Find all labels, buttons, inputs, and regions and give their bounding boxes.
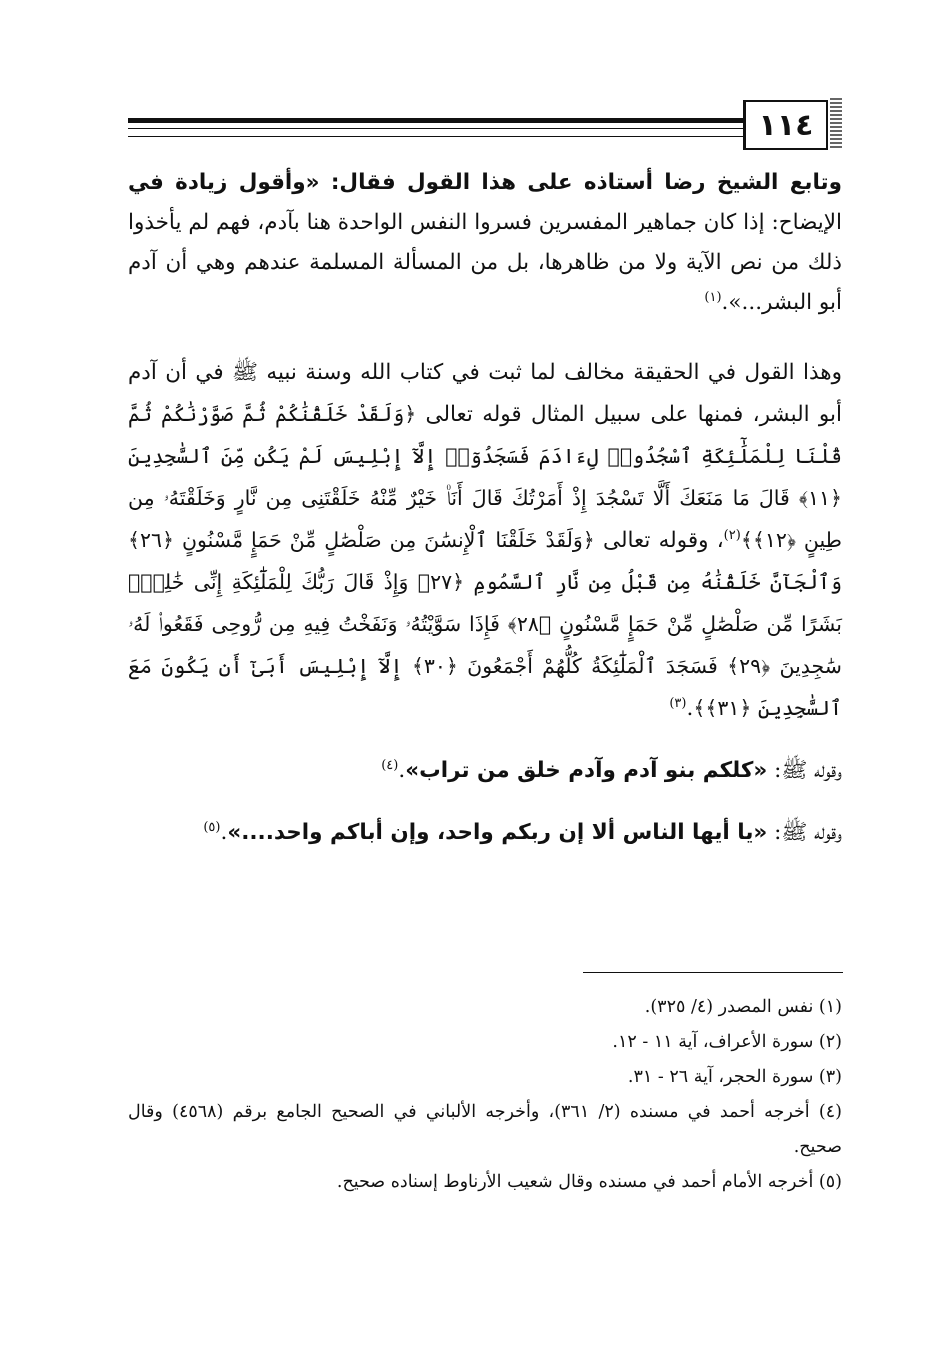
footnote-ref-5: (٥) [203,819,221,835]
hadith-1: «كلكم بنو آدم وآدم خلق من تراب» [405,758,768,783]
main-text [128,163,842,875]
footnote-ref-4: (٤) [381,757,399,773]
footnote-5: (٥) أخرجه الأمام أحمد في مسنده وقال شعيب الأرناوط إسناده صحيح. [336,1172,842,1192]
header-ornament [830,98,842,148]
page-header [128,96,842,156]
footnote-ref-2: (٢) [723,527,741,543]
footnote-2: (٢) سورة الأعراف، آية ١١ - ١٢. [612,1032,842,1052]
header-rule-thin [128,136,750,137]
paragraph-2-intro: وهذا القول في الحقيقة مخالف لما ثبت في كتاب الله وسنة نبيه ﷺ في أن آدم أبو البشر، فمنها على سبيل المثال قوله تعالى [128,360,843,427]
paragraph-2-mid: ، وقوله تعالى [594,528,724,553]
quran-verse-hijr: ﴿وَلَقَدْ خَلَقْنَا ٱلْإِنسَٰنَ مِن صَلْصَٰلٍ مِّنْ حَمَإٍ مَّسْنُونٍ ﴿٢٦﴾ وَٱلْجَآنَّ خَلَقْنَٰهُ مِن قَبْلُ مِن نَّارِ ٱلسَّمُومِ ﴿٢٧﴾ وَإِذْ قَالَ رَبُّكَ لِلْمَلَٰٓئِكَةِ إِنِّى خَٰلِقٌۢ بَشَرًا مِّن صَلْصَٰلٍ مِّنْ حَمَإٍ مَّسْنُونٍ ﴿٢٨﴾ فَإِذَا سَوَّيْتُهُۥ وَنَفَخْتُ فِيهِ مِن رُّوحِى فَقَعُوا۟ لَهُۥ سَٰجِدِينَ ﴿٢٩﴾ فَسَجَدَ ٱلْمَلَٰٓئِكَةُ كُلُّهُمْ أَجْمَعُونَ ﴿٣٠﴾ إِلَّآ إِبْلِيسَ أَبَىٰٓ أَن يَكُونَ مَعَ ٱلسَّٰجِدِينَ ﴿٣١﴾﴾ [128,528,842,720]
paragraph-4-intro: وقوله ﷺ: [767,820,842,845]
footnote-1: (١) نفس المصدر (٤/ ٣٢٥). [644,997,842,1017]
footnote-ref-3: (٣) [669,695,687,711]
paragraph-3-intro: وقوله ﷺ: [767,758,842,783]
footnote-divider [583,972,843,973]
paragraph-2-end: . [686,696,694,721]
header-rule [128,118,750,129]
quote-body: الإيضاح: إذا كان جماهير المفسرين فسروا النفس الواحدة هنا بآدم، فهم لم يأخذوا ذلك من نص الآية ولا من ظاهرها، بل من المسألة المسلمة عندهم وهي أن آدم أبو البشر...». [128,210,842,315]
paragraph-1 [128,163,842,323]
page-number: ١١٤ [743,100,828,150]
paragraph-3-end: . [398,758,406,783]
paragraph-2 [128,353,842,729]
footnote-4: (٤) أخرجه أحمد في مسنده (٢/ ٣٦١)، وأخرجه الألباني في الصحيح الجامع برقم (٤٥٦٨) وقال صحيح. [128,1102,842,1157]
footnote-ref-1: (١) [704,289,722,305]
quran-verse-araf: ﴿وَلَقَدْ خَلَقْنَٰكُمْ ثُمَّ صَوَّرْنَٰكُمْ ثُمَّ قُلْنَا لِلْمَلَٰٓئِكَةِ ٱسْجُدُوا۟ لِءَادَمَ فَسَجَدُوٓا۟ إِلَّآ إِبْلِيسَ لَمْ يَكُن مِّنَ ٱلسَّٰجِدِينَ ﴿١١﴾ قَالَ مَا مَنَعَكَ أَلَّا تَسْجُدَ إِذْ أَمَرْتُكَ قَالَ أَنَا۠ خَيْرٌ مِّنْهُ خَلَقْتَنِى مِن نَّارٍ وَخَلَقْتَهُۥ مِن طِينٍ ﴿١٢﴾﴾ [128,402,842,552]
footnote-3: (٣) سورة الحجر، آية ٢٦ - ٣١. [627,1067,842,1087]
paragraph-4 [128,813,842,853]
paragraph-3 [128,751,842,791]
quote-lead: وتابع الشيخ رضا أستاذه على هذا القول فقال: «وأقول زيادة في [128,170,842,195]
paragraph-4-end: . [220,820,228,845]
footnotes [128,990,842,1200]
hadith-2: «يا أيها الناس ألا إن ربكم واحد، وإن أباكم واحد....» [227,820,768,845]
